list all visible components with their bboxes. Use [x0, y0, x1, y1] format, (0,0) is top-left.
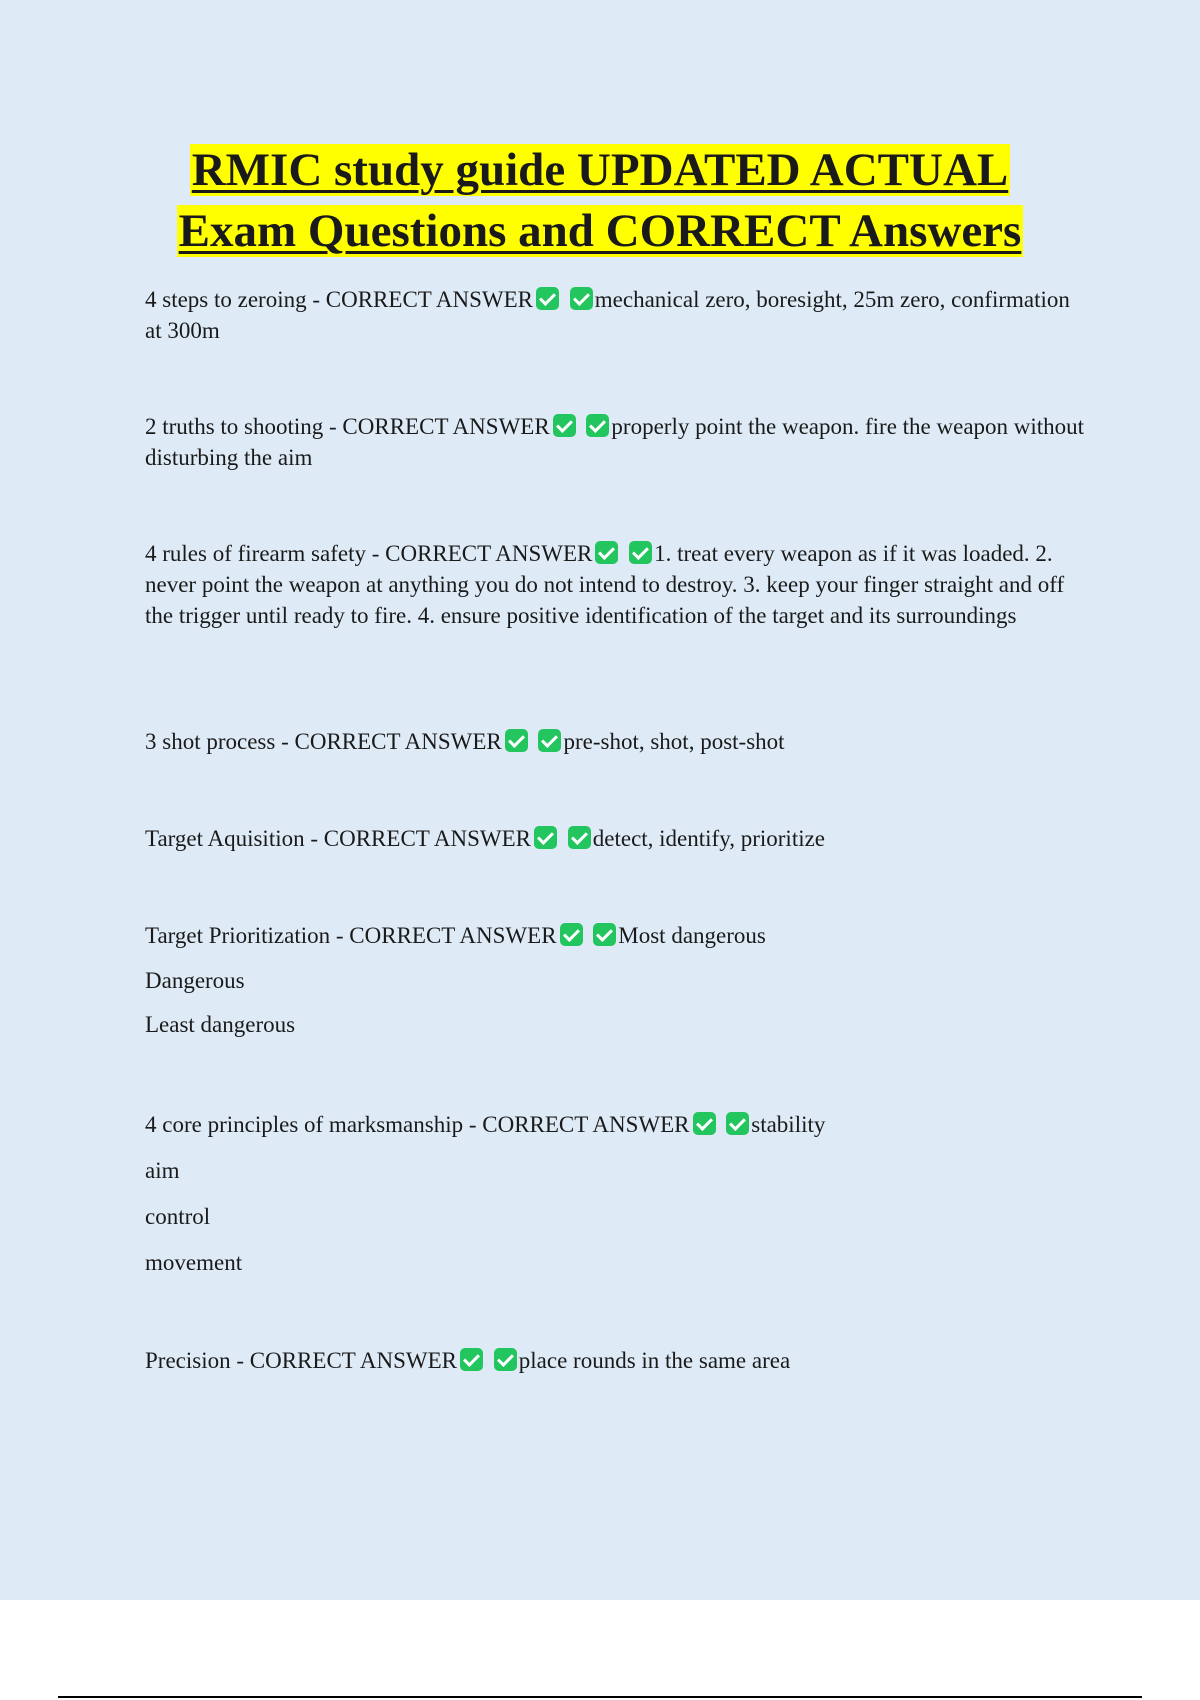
- answer-text: pre-shot, shot, post-shot: [563, 729, 785, 754]
- qa-main-line: [145, 823, 1085, 854]
- title-line-1: RMIC study guide UPDATED ACTUAL: [191, 144, 1009, 196]
- check-mark-icon: [568, 826, 591, 849]
- check-mark-icon: [538, 729, 561, 752]
- question-text: 4 core principles of marksmanship: [145, 1112, 464, 1137]
- answer-text: Most dangerous: [618, 923, 766, 948]
- qa-main-line: [145, 284, 1085, 346]
- qa-item-precision: [145, 1345, 1085, 1376]
- answer-line: Dangerous: [145, 968, 245, 993]
- check-mark-icon: [505, 729, 528, 752]
- qa-item-safety: [145, 538, 1085, 631]
- check-mark-icon: [534, 826, 557, 849]
- qa-main-line: [145, 726, 1085, 757]
- answer-line: aim: [145, 1158, 180, 1183]
- answer-text: detect, identify, prioritize: [592, 826, 826, 851]
- answer-text: place rounds in the same area: [518, 1348, 791, 1373]
- qa-item-zeroing: [145, 284, 1085, 346]
- question-text: 4 steps to zeroing: [145, 287, 307, 312]
- check-mark-icon: [586, 414, 609, 437]
- answer-text: stability: [751, 1112, 826, 1137]
- question-text: Target Aquisition: [145, 826, 305, 851]
- check-mark-icon: [460, 1348, 483, 1371]
- qa-main-line: [145, 1345, 1085, 1376]
- answer-text: mechanical zero, boresight, 25m zero, confirmation at 300m: [145, 287, 1070, 343]
- answer-text: properly point the weapon. fire the weapon without disturbing the aim: [145, 414, 1085, 470]
- qa-item-target-acquisition: [145, 823, 1085, 854]
- qa-main-line: [145, 1109, 1085, 1140]
- answer-text: 1. treat every weapon as if it was loaded. 2. never point the weapon at anything you do not intend to destroy. 3. keep your finger straight and off the trigger until ready to fire. 4. ensure positive identification of the target and its surroundings: [145, 541, 1065, 628]
- qa-item-truths: [145, 411, 1085, 473]
- check-mark-icon: [494, 1348, 517, 1371]
- check-mark-icon: [536, 287, 559, 310]
- correct-answer-marker: - CORRECT ANSWER: [236, 1348, 458, 1373]
- correct-answer-marker: - CORRECT ANSWER: [335, 923, 557, 948]
- document-title: [0, 140, 1200, 262]
- qa-item-shot-process: [145, 726, 1085, 757]
- correct-answer-marker: - CORRECT ANSWER: [312, 287, 534, 312]
- check-mark-icon: [726, 1112, 749, 1135]
- correct-answer-marker: - CORRECT ANSWER: [371, 541, 593, 566]
- question-text: Precision: [145, 1348, 231, 1373]
- question-text: Target Prioritization: [145, 923, 331, 948]
- correct-answer-marker: - CORRECT ANSWER: [329, 414, 550, 439]
- correct-answer-marker: - CORRECT ANSWER: [468, 1112, 690, 1137]
- check-mark-icon: [593, 923, 616, 946]
- question-text: 3 shot process: [145, 729, 276, 754]
- question-text: 2 truths to shooting: [145, 414, 324, 439]
- qa-main-line: [145, 920, 1085, 951]
- correct-answer-marker: - CORRECT ANSWER: [310, 826, 532, 851]
- check-mark-icon: [560, 923, 583, 946]
- answer-line: Least dangerous: [145, 1012, 296, 1037]
- answer-line: control: [145, 1204, 211, 1229]
- check-mark-icon: [553, 414, 576, 437]
- footer-divider: [58, 1696, 1142, 1698]
- check-mark-icon: [595, 541, 618, 564]
- check-mark-icon: [629, 541, 652, 564]
- qa-main-line: [145, 411, 1085, 473]
- question-text: 4 rules of firearm safety: [145, 541, 366, 566]
- qa-item-marksmanship: [145, 1109, 1085, 1278]
- title-line-2: Exam Questions and CORRECT Answers: [178, 205, 1022, 257]
- qa-main-line: [145, 538, 1085, 631]
- answer-line: movement: [145, 1250, 243, 1275]
- check-mark-icon: [570, 287, 593, 310]
- correct-answer-marker: - CORRECT ANSWER: [281, 729, 502, 754]
- qa-item-target-prioritization: [145, 920, 1085, 1040]
- check-mark-icon: [693, 1112, 716, 1135]
